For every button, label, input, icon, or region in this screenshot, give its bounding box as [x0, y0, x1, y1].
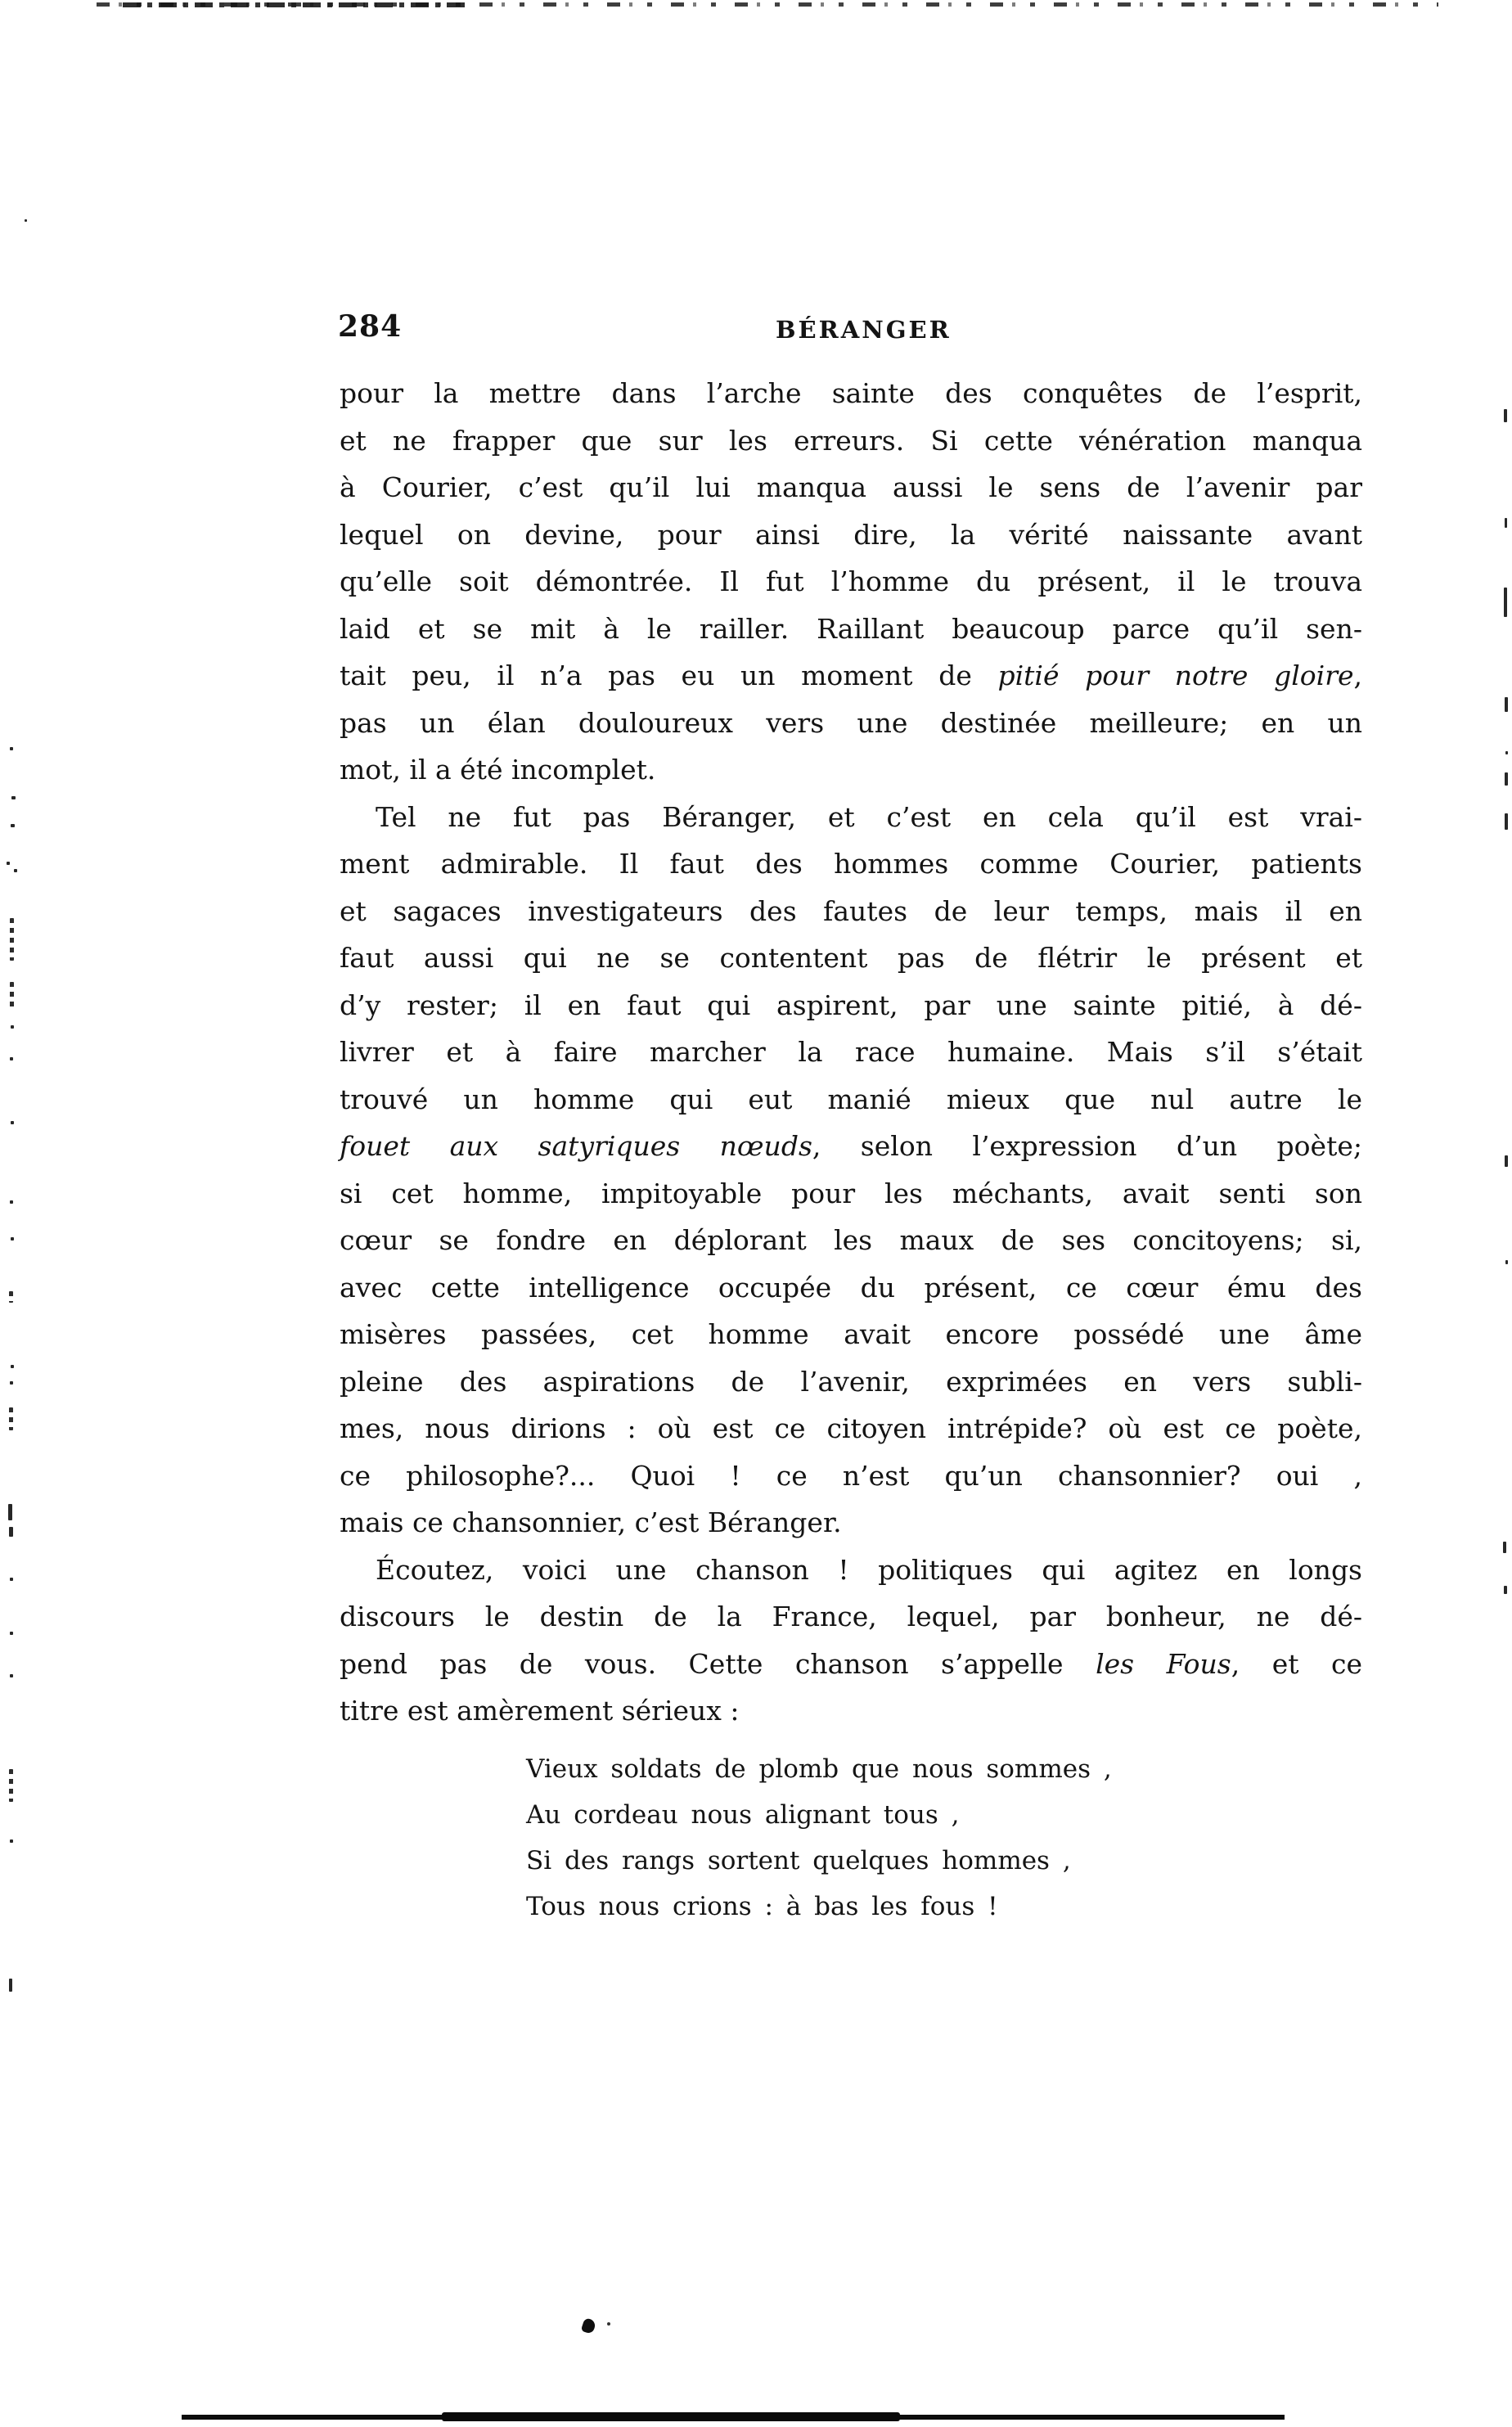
- ink-speck: [607, 2322, 610, 2326]
- text-segment: Écoutez, voici une chanson ! politiques qui agitez en longs: [376, 1553, 1362, 1586]
- scan-artifact-mark: [10, 1200, 13, 1204]
- text-segment: , et ce: [1231, 1647, 1362, 1680]
- scan-artifact-mark: [9, 1979, 12, 1992]
- scan-artifact-mark: [7, 862, 10, 865]
- text-line: [340, 1593, 1362, 1641]
- scan-artifact-mark: [1505, 518, 1507, 528]
- text-line: [340, 417, 1362, 465]
- text-line: [340, 1641, 1362, 1688]
- text-line: [340, 370, 1362, 417]
- text-segment: Tel ne fut pas Béranger, et c’est en cela qu’il est vrai-: [376, 800, 1362, 833]
- verse-line: Si des rangs sortent quelques hommes ,: [526, 1846, 1071, 1875]
- running-title: BÉRANGER: [776, 316, 952, 344]
- text-segment: avec cette intelligence occupée du présent, ce cœur ému des: [340, 1271, 1362, 1304]
- text-line: [340, 1264, 1362, 1312]
- scan-artifact-mark: [10, 982, 14, 1010]
- scan-artifact-mark: [11, 1025, 14, 1029]
- text-segment: lequel on devine, pour ainsi dire, la vérité naissante avant: [340, 518, 1362, 551]
- text-segment: trouvé un homme qui eut manié mieux que nul autre le: [340, 1083, 1362, 1115]
- scan-artifact-mark: [10, 747, 13, 750]
- text-segment: d’y rester; il en faut qui aspirent, par une sainte pitié, à dé-: [340, 988, 1362, 1021]
- text-line: [340, 1547, 1362, 1594]
- text-segment: pour la mettre dans l’arche sainte des conquêtes de l’esprit,: [340, 377, 1362, 409]
- scan-artifact-mark: [10, 1057, 13, 1060]
- italic-phrase: pitié pour notre gloire: [997, 660, 1354, 691]
- text-line: [340, 1687, 1362, 1735]
- text-segment: livrer et à faire marcher la race humaine. Mais s’il s’était: [340, 1036, 1362, 1068]
- text-segment: si cet homme, impitoyable pour les méchants, avait senti son: [340, 1177, 1362, 1209]
- scan-artifact-mark: [10, 1839, 13, 1843]
- text-line: [340, 558, 1362, 606]
- text-line: [340, 1452, 1362, 1500]
- text-segment: qu’elle soit démontrée. Il fut l’homme du présent, il le trouva: [340, 565, 1362, 597]
- scan-artifact-mark: [11, 1365, 14, 1368]
- scan-artifact-mark: [10, 918, 14, 961]
- text-segment: cœur se fondre en déplorant les maux de ses concitoyens; si,: [340, 1224, 1362, 1256]
- scan-artifact-mark: [1505, 751, 1508, 754]
- scan-artifact-mark: [1503, 1542, 1506, 1553]
- text-segment: mais ce chansonnier, c’est Béranger.: [340, 1506, 842, 1538]
- scan-artifact-top-dashes-dense: [123, 2, 466, 7]
- scan-artifact-mark: [11, 824, 15, 827]
- text-line: [340, 511, 1362, 559]
- scan-artifact-mark: [1505, 1155, 1508, 1167]
- scan-artifact-mark: [14, 869, 17, 872]
- text-segment: ment admirable. Il faut des hommes comme Courier, patients: [340, 848, 1362, 880]
- text-segment: faut aussi qui ne se contentent pas de flétrir le présent et: [340, 942, 1362, 974]
- text-line: [340, 606, 1362, 653]
- scan-artifact-mark: [9, 1407, 13, 1430]
- italic-phrase: fouet aux satyriques nœuds: [340, 1130, 812, 1162]
- text-segment: , selon l’expression d’un poète;: [812, 1130, 1362, 1162]
- text-segment: discours le destin de la France, lequel, par bonheur, ne dé-: [340, 1601, 1362, 1632]
- text-segment: titre est amèrement sérieux :: [340, 1695, 740, 1727]
- text-segment: mot, il a été incomplet.: [340, 754, 656, 786]
- scan-artifact-mark: [10, 1578, 13, 1581]
- verse-block: [526, 1746, 1164, 1929]
- text-line: [340, 794, 1362, 841]
- scan-artifact-mark: [10, 1674, 13, 1677]
- text-line: [340, 1499, 1362, 1547]
- text-line: [340, 934, 1362, 982]
- text-segment: tait peu, il n’a pas eu un moment de: [340, 660, 998, 691]
- text-line: [340, 1405, 1362, 1452]
- text-line: [340, 1311, 1362, 1358]
- text-segment: pend pas de vous. Cette chanson s’appelle: [340, 1647, 1096, 1680]
- text-line: [340, 1029, 1362, 1076]
- text-line: [340, 464, 1362, 511]
- text-line: [340, 888, 1362, 935]
- text-segment: pleine des aspirations de l’avenir, exprimées en vers subli-: [340, 1365, 1362, 1398]
- text-line: [340, 652, 1362, 700]
- scan-artifact-mark: [8, 1504, 12, 1520]
- text-line: [340, 840, 1362, 888]
- scan-artifact-mark: [1505, 813, 1508, 830]
- scan-artifact-mark: [1504, 409, 1507, 422]
- scan-artifact-mark: [9, 1527, 13, 1537]
- text-segment: et ne frapper que sur les erreurs. Si cette vénération manqua: [340, 424, 1362, 457]
- verse-line: Vieux soldats de plomb que nous sommes ,: [526, 1754, 1112, 1784]
- scan-artifact-mark: [1504, 588, 1507, 617]
- text-segment: ,: [1353, 660, 1362, 691]
- text-line: [340, 982, 1362, 1029]
- scan-artifact-mark: [10, 1381, 13, 1385]
- scan-artifact-mark: [11, 1237, 14, 1241]
- text-line: [340, 746, 1362, 794]
- text-segment: pas un élan douloureux vers une destinée meilleure; en un: [340, 706, 1362, 739]
- text-segment: misères passées, cet homme avait encore possédé une âme: [340, 1318, 1362, 1350]
- text-segment: laid et se mit à le railler. Raillant beaucoup parce qu’il sen-: [340, 612, 1362, 645]
- verse-line: Au cordeau nous alignant tous ,: [526, 1800, 960, 1830]
- text-line: [340, 1123, 1362, 1170]
- scan-artifact-mark: [11, 1121, 14, 1124]
- text-line: [340, 1217, 1362, 1264]
- scan-artifact-mark: [1505, 697, 1508, 712]
- ink-blot: [581, 2317, 597, 2335]
- scan-artifact-mark: [10, 1632, 13, 1635]
- scan-artifact-mark: [25, 219, 27, 222]
- italic-phrase: les Fous: [1096, 1647, 1231, 1680]
- scan-artifact-mark: [1504, 1586, 1507, 1594]
- prose-block: [340, 370, 1362, 1735]
- page-number: 284: [338, 309, 403, 344]
- text-segment: ce philosophe?... Quoi ! ce n’est qu’un chansonnier? oui ,: [340, 1459, 1362, 1492]
- text-segment: à Courier, c’est qu’il lui manqua aussi le sens de l’avenir par: [340, 471, 1362, 503]
- scan-artifact-mark: [1505, 772, 1508, 786]
- text-line: [340, 700, 1362, 747]
- scan-artifact-mark: [1505, 1260, 1508, 1264]
- scan-artifact-mark: [11, 796, 16, 799]
- text-line: [340, 1076, 1362, 1123]
- text-line: [340, 1358, 1362, 1406]
- scan-artifact-mark: [9, 1769, 13, 1802]
- text-segment: mes, nous dirions : où est ce citoyen intrépide? où est ce poète,: [340, 1412, 1362, 1444]
- verse-line: Tous nous crions : à bas les fous !: [526, 1892, 998, 1921]
- text-line: [340, 1170, 1362, 1218]
- text-segment: et sagaces investigateurs des fautes de leur temps, mais il en: [340, 894, 1362, 927]
- scan-artifact-bottom-rule-center: [442, 2412, 900, 2421]
- scan-artifact-mark: [9, 1291, 13, 1303]
